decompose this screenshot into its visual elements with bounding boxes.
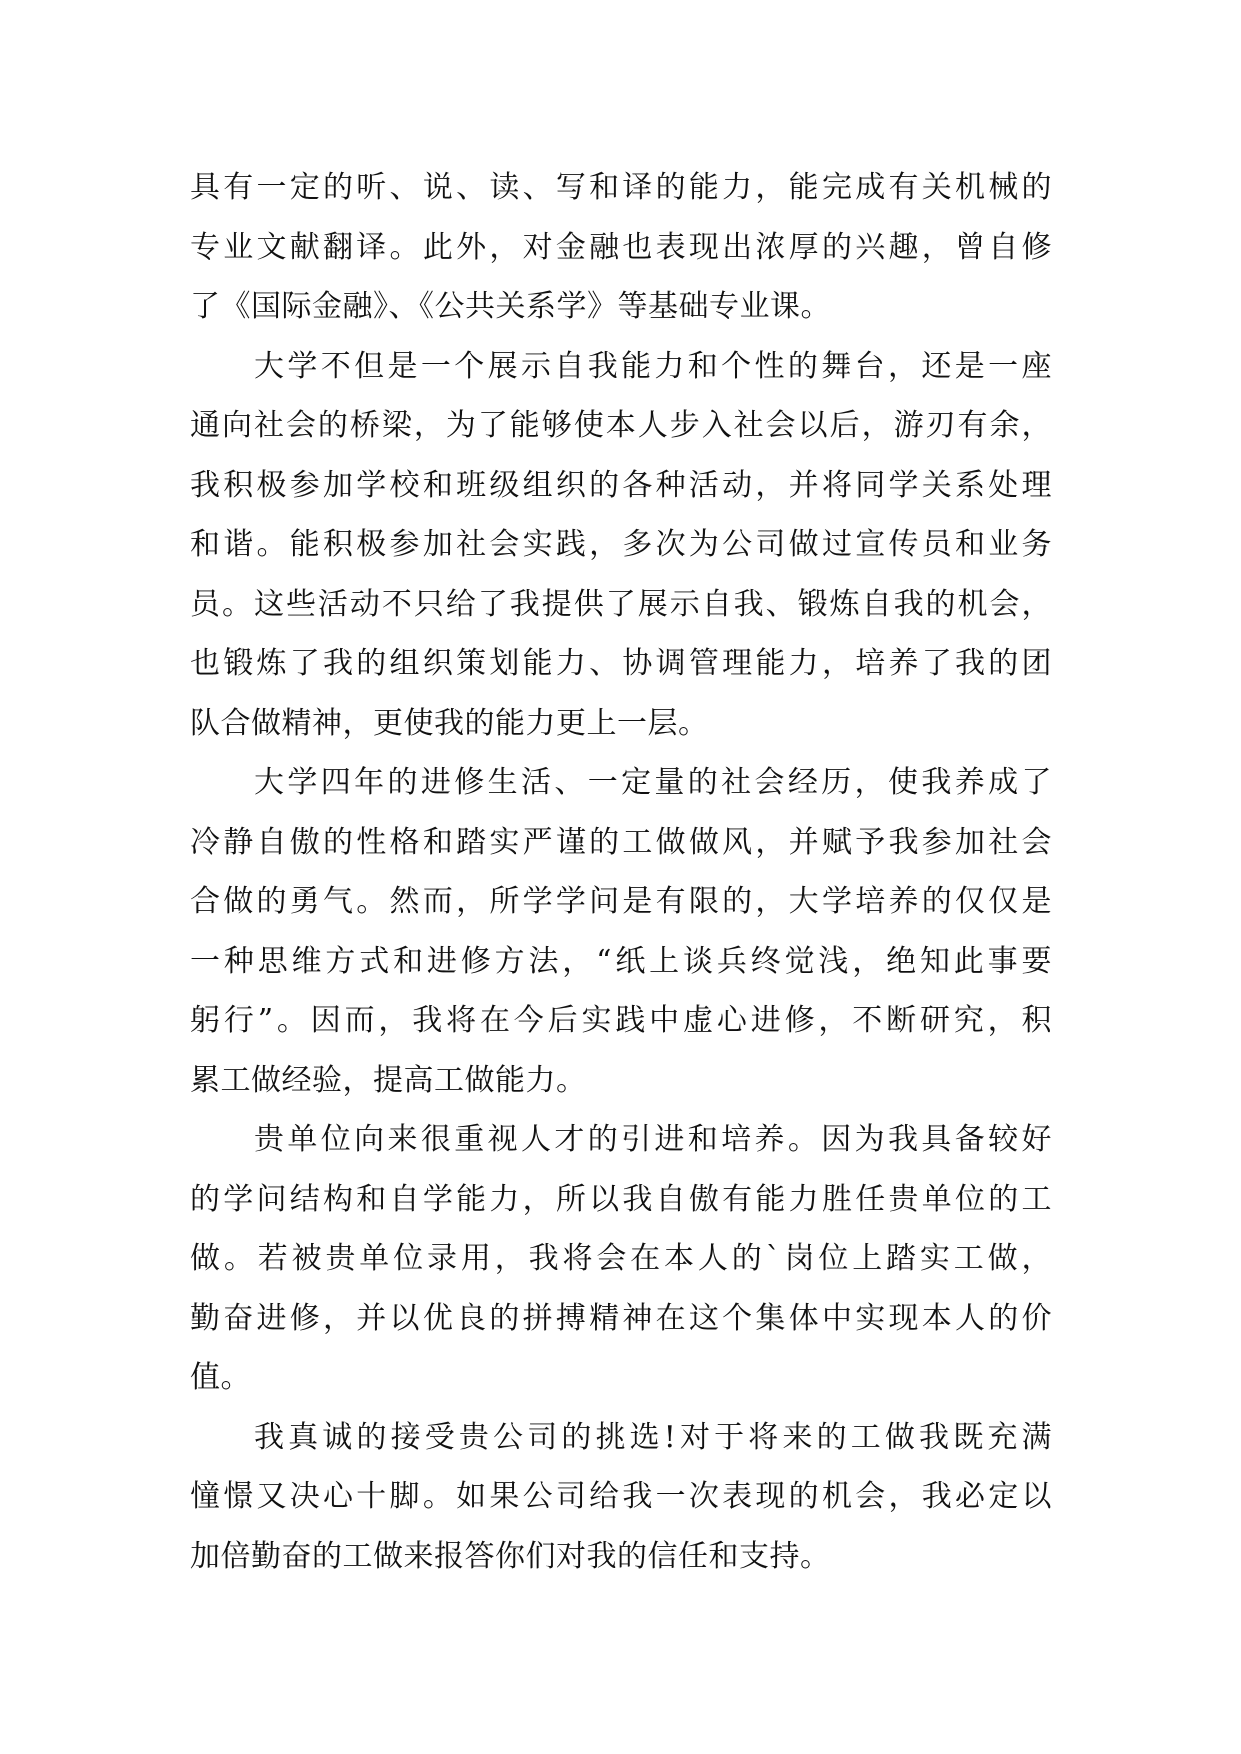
text-line: 合做的勇气。然而，所学学问是有限的，大学培养的仅仅是: [190, 884, 1052, 919]
text-line: 做。若被贵单位录用，我将会在本人的`岗位上踏实工做，: [190, 1241, 1052, 1276]
text-line: 专业文献翻译。此外，对金融也表现出浓厚的兴趣，曾自修: [190, 229, 1052, 265]
text-line: 具有一定的听、说、读、写和译的能力，能完成有关机械的: [190, 170, 1052, 205]
text-line: 我积极参加学校和班级组织的各种活动，并将同学关系处理: [190, 467, 1052, 503]
text-line: 的学问结构和自学能力，所以我自傲有能力胜任贵单位的工: [190, 1181, 1052, 1217]
text-line: 大学不但是一个展示自我能力和个性的舞台，还是一座: [254, 348, 1052, 384]
text-line: 值。: [190, 1360, 251, 1395]
text-line: 员。这些活动不只给了我提供了展示自我、锻炼自我的机会，: [190, 586, 1052, 622]
text-line: 躬行”。因而，我将在今后实践中虚心进修，不断研究，积: [190, 1003, 1052, 1038]
text-line: 贵单位向来很重视人才的引进和培养。因为我具备较好: [254, 1122, 1052, 1157]
text-line: 憧憬又决心十脚。如果公司给我一次表现的机会，我必定以: [190, 1479, 1052, 1514]
text-line: 加倍勤奋的工做来报答你们对我的信任和支持。: [190, 1538, 831, 1574]
letter-body: [190, 158, 1052, 1586]
text-line: 了《国际金融》、《公共关系学》等基础专业课。: [190, 289, 831, 324]
text-line: 勤奋进修，并以优良的拼搏精神在这个集体中实现本人的价: [190, 1300, 1052, 1336]
text-line: 大学四年的进修生活、一定量的社会经历，使我养成了: [254, 765, 1052, 800]
text-line: 累工做经验，提高工做能力。: [190, 1062, 587, 1098]
text-line: 一种思维方式和进修方法，“纸上谈兵终觉浅，绝知此事要: [190, 943, 1052, 979]
text-line: 队合做精神，更使我的能力更上一层。: [190, 705, 709, 741]
text-line: 通向社会的桥梁，为了能够使本人步入社会以后，游刃有余，: [190, 408, 1052, 443]
text-line: 冷静自傲的性格和踏实严谨的工做做风，并赋予我参加社会: [190, 824, 1052, 860]
text-line: 和谐。能积极参加社会实践，多次为公司做过宣传员和业务: [190, 527, 1052, 562]
text-line: 也锻炼了我的组织策划能力、协调管理能力，培养了我的团: [190, 646, 1052, 681]
text-line: 我真诚的接受贵公司的挑选!对于将来的工做我既充满: [254, 1419, 1052, 1455]
